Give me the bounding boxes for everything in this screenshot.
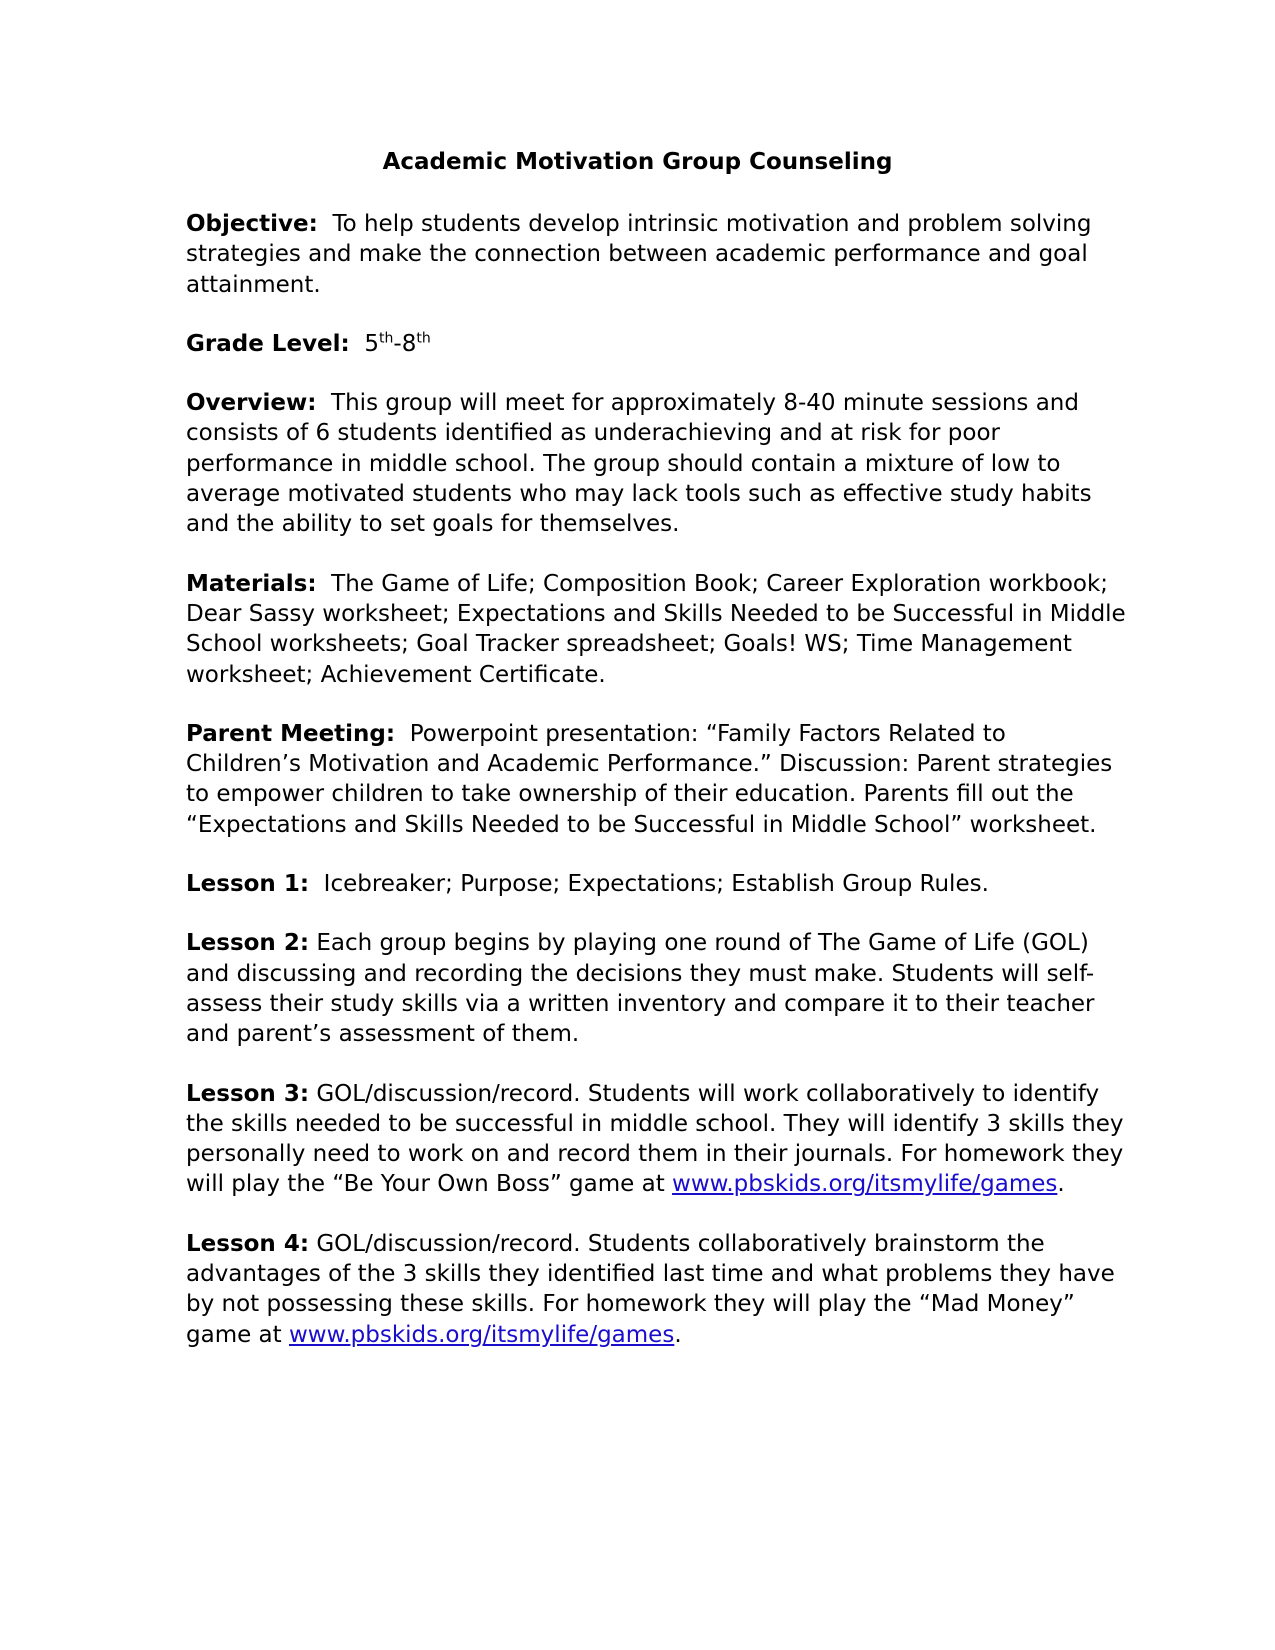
materials-section [186, 569, 1126, 690]
materials-label: Materials: [186, 570, 317, 597]
lesson4-label: Lesson 4: [186, 1230, 310, 1257]
materials-text: The Game of Life; Composition Book; Career Exploration workbook; Dear Sassy worksheet; Expectations and Skills Needed to be Successful in Middle School worksheets; Goal Tracker spreadsheet; Goals! WS; Time Management worksheet; Achievement Certificate. [186, 570, 1126, 688]
overview-label: Overview: [186, 390, 317, 417]
lesson2-text: Each group begins by playing one round of The Game of Life (GOL) and discussing and recording the decisions they must make. Students will self-assess their study skills via a written inventory and compare it to their teacher and parent’s assessment of them. [186, 930, 1095, 1048]
lesson3-label: Lesson 3: [186, 1080, 310, 1107]
grade-level-section [186, 329, 1126, 359]
parent-meeting-text: Powerpoint presentation: “Family Factors Related to Children’s Motivation and Academic Performance.” Discussion: Parent strategies to empower children to take ownership of their education. Parents fill out the “Expectations and Skills Needed to be Successful in Middle School” worksheet. [186, 720, 1113, 838]
overview-section [186, 388, 1126, 539]
parent-meeting-label: Parent Meeting: [186, 720, 396, 747]
objective-label: Objective: [186, 211, 318, 237]
lesson1-section [186, 869, 1126, 899]
grade-level-label: Grade Level: [186, 330, 350, 357]
grade-start-suffix: th [379, 330, 394, 347]
grade-separator: - [393, 330, 402, 357]
objective-text: To help students develop intrinsic motivation and problem solving strategies and make the connection between academic performance and goal attainment. [186, 211, 1092, 298]
lesson3-period: . [1057, 1171, 1065, 1198]
lesson1-text: Icebreaker; Purpose; Expectations; Establish Group Rules. [323, 871, 989, 898]
grade-end-suffix: th [416, 330, 431, 347]
grade-end: 8 [401, 330, 417, 357]
objective-section [186, 209, 1126, 300]
lesson2-label: Lesson 2: [186, 930, 310, 957]
parent-meeting-section [186, 719, 1126, 840]
overview-text: This group will meet for approximately 8-40 minute sessions and consists of 6 students identified as underachieving and at risk for poor performance in middle school. The group should contain a mixture of low to average motivated students who may lack tools such as effective study habits and the ability to set goals for themselves. [186, 390, 1092, 538]
document-body [186, 209, 1126, 1379]
lesson2-section [186, 928, 1126, 1049]
lesson4-text: GOL/discussion/record. Students collaboratively brainstorm the advantages of the 3 skills they identified last time and what problems they have by not possessing these skills. For homework they will play the “Mad Money” game at [186, 1230, 1115, 1348]
lesson4-section [186, 1229, 1126, 1350]
lesson4-games-link[interactable]: www.pbskids.org/itsmylife/games [289, 1321, 675, 1348]
lesson1-label: Lesson 1: [186, 871, 310, 898]
document-title: Academic Motivation Group Counseling [382, 149, 893, 175]
lesson3-text: GOL/discussion/record. Students will work collaboratively to identify the skills needed to be successful in middle school. They will identify 3 skills they personally need to work on and record them in their journals. For homework they will play the “Be Your Own Boss” game at [186, 1080, 1124, 1198]
lesson4-period: . [674, 1321, 682, 1348]
lesson3-section [186, 1079, 1126, 1200]
lesson3-games-link[interactable]: www.pbskids.org/itsmylife/games [672, 1171, 1058, 1198]
grade-start: 5 [364, 330, 380, 357]
